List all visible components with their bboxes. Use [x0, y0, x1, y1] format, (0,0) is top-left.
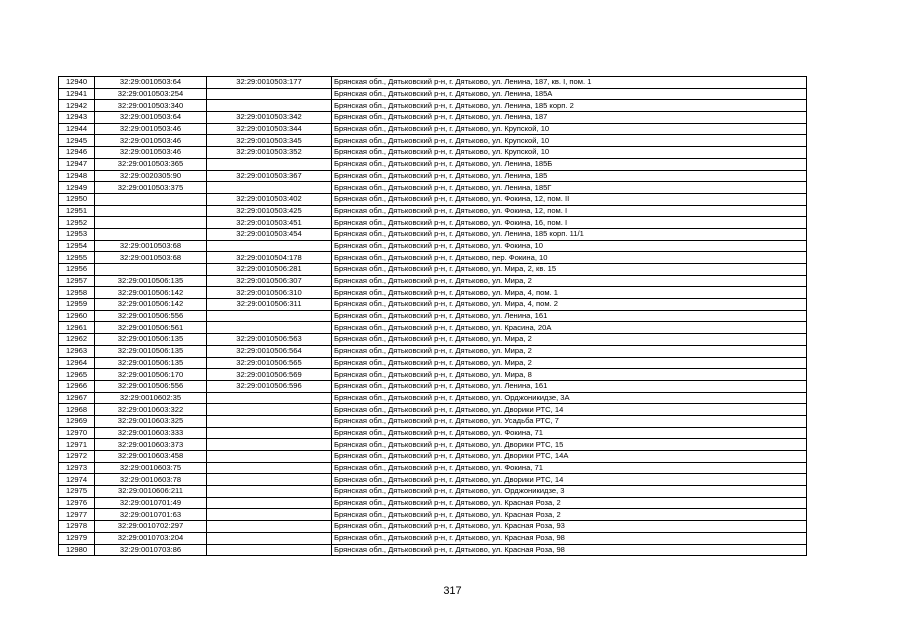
building-cadastral-cell: 32:29:0010503:352: [207, 147, 332, 159]
row-number-cell: 12968: [59, 404, 95, 416]
land-cadastral-cell: 32:29:0010603:333: [95, 427, 207, 439]
address-cell: Брянская обл., Дятьковский р-н, г. Дятьково, ул. Ленина, 185: [332, 170, 807, 182]
table-row: [59, 228, 807, 240]
table-row: [59, 369, 807, 381]
building-cadastral-cell: [207, 322, 332, 334]
row-number-cell: 12944: [59, 123, 95, 135]
row-number-cell: 12959: [59, 299, 95, 311]
land-cadastral-cell: 32:29:0010603:325: [95, 415, 207, 427]
row-number-cell: 12940: [59, 77, 95, 89]
row-number-cell: 12964: [59, 357, 95, 369]
land-cadastral-cell: 32:29:0010603:75: [95, 462, 207, 474]
land-cadastral-cell: 32:29:0010701:49: [95, 497, 207, 509]
row-number-cell: 12955: [59, 252, 95, 264]
table-row: [59, 486, 807, 498]
table-row: [59, 451, 807, 463]
address-cell: Брянская обл., Дятьковский р-н, г. Дятьково, ул. Мира, 2, кв. 15: [332, 264, 807, 276]
land-cadastral-cell: 32:29:0010703:204: [95, 532, 207, 544]
page-number: 317: [443, 585, 462, 597]
land-cadastral-cell: [95, 193, 207, 205]
address-cell: Брянская обл., Дятьковский р-н, г. Дятьково, ул. Красина, 20А: [332, 322, 807, 334]
address-cell: Брянская обл., Дятьковский р-н, г. Дятьково, ул. Орджоникидзе, 3: [332, 486, 807, 498]
land-cadastral-cell: 32:29:0010603:373: [95, 439, 207, 451]
table-row: [59, 439, 807, 451]
land-cadastral-cell: 32:29:0010606:211: [95, 486, 207, 498]
row-number-cell: 12971: [59, 439, 95, 451]
building-cadastral-cell: [207, 404, 332, 416]
row-number-cell: 12976: [59, 497, 95, 509]
table-row: [59, 88, 807, 100]
address-cell: Брянская обл., Дятьковский р-н, г. Дятьково, ул. Фокина, 71: [332, 462, 807, 474]
table-row: [59, 299, 807, 311]
table-row: [59, 170, 807, 182]
address-cell: Брянская обл., Дятьковский р-н, г. Дятьково, ул. Мира, 4, пом. 1: [332, 287, 807, 299]
table-row: [59, 112, 807, 124]
address-cell: Брянская обл., Дятьковский р-н, г. Дятьково, пер. Фокина, 10: [332, 252, 807, 264]
table-row: [59, 392, 807, 404]
address-cell: Брянская обл., Дятьковский р-н, г. Дятьково, ул. Ленина, 161: [332, 310, 807, 322]
row-number-cell: 12946: [59, 147, 95, 159]
building-cadastral-cell: [207, 100, 332, 112]
building-cadastral-cell: 32:29:0010506:596: [207, 380, 332, 392]
table-row: [59, 100, 807, 112]
table-row: [59, 322, 807, 334]
table-row: [59, 275, 807, 287]
land-cadastral-cell: 32:29:0010603:458: [95, 451, 207, 463]
address-cell: Брянская обл., Дятьковский р-н, г. Дятьково, ул. Красная Роза, 98: [332, 532, 807, 544]
building-cadastral-cell: 32:29:0010503:342: [207, 112, 332, 124]
land-cadastral-cell: 32:29:0010503:68: [95, 252, 207, 264]
table-row: [59, 240, 807, 252]
address-cell: Брянская обл., Дятьковский р-н, г. Дятьково, ул. Ленина, 185 корп. 11/1: [332, 228, 807, 240]
address-cell: Брянская обл., Дятьковский р-н, г. Дятьково, ул. Дворики РТС, 14А: [332, 451, 807, 463]
building-cadastral-cell: [207, 427, 332, 439]
building-cadastral-cell: [207, 509, 332, 521]
address-cell: Брянская обл., Дятьковский р-н, г. Дятьково, ул. Фокина, 12, пом. II: [332, 193, 807, 205]
address-cell: Брянская обл., Дятьковский р-н, г. Дятьково, ул. Крупской, 10: [332, 135, 807, 147]
row-number-cell: 12966: [59, 380, 95, 392]
land-cadastral-cell: 32:29:0010506:135: [95, 357, 207, 369]
building-cadastral-cell: [207, 158, 332, 170]
table-row: [59, 544, 807, 556]
building-cadastral-cell: 32:29:0010506:310: [207, 287, 332, 299]
building-cadastral-cell: [207, 182, 332, 194]
address-cell: Брянская обл., Дятьковский р-н, г. Дятьково, ул. Ленина, 161: [332, 380, 807, 392]
table-row: [59, 193, 807, 205]
building-cadastral-cell: [207, 240, 332, 252]
table-row: [59, 415, 807, 427]
row-number-cell: 12980: [59, 544, 95, 556]
row-number-cell: 12961: [59, 322, 95, 334]
row-number-cell: 12960: [59, 310, 95, 322]
building-cadastral-cell: 32:29:0010506:281: [207, 264, 332, 276]
row-number-cell: 12973: [59, 462, 95, 474]
row-number-cell: 12943: [59, 112, 95, 124]
land-cadastral-cell: 32:29:0010503:365: [95, 158, 207, 170]
address-cell: Брянская обл., Дятьковский р-н, г. Дятьково, ул. Мира, 2: [332, 345, 807, 357]
building-cadastral-cell: [207, 88, 332, 100]
land-cadastral-cell: 32:29:0010503:64: [95, 112, 207, 124]
row-number-cell: 12941: [59, 88, 95, 100]
address-cell: Брянская обл., Дятьковский р-н, г. Дятьково, ул. Фокина, 71: [332, 427, 807, 439]
table-row: [59, 427, 807, 439]
row-number-cell: 12979: [59, 532, 95, 544]
building-cadastral-cell: [207, 497, 332, 509]
table-row: [59, 147, 807, 159]
building-cadastral-cell: 32:29:0010503:402: [207, 193, 332, 205]
address-cell: Брянская обл., Дятьковский р-н, г. Дятьково, ул. Красная Роза, 93: [332, 521, 807, 533]
building-cadastral-cell: 32:29:0010506:565: [207, 357, 332, 369]
address-cell: Брянская обл., Дятьковский р-н, г. Дятьково, ул. Крупской, 10: [332, 123, 807, 135]
row-number-cell: 12957: [59, 275, 95, 287]
building-cadastral-cell: 32:29:0010506:563: [207, 334, 332, 346]
table-row: [59, 158, 807, 170]
land-cadastral-cell: 32:29:0010506:142: [95, 299, 207, 311]
table-row: [59, 217, 807, 229]
building-cadastral-cell: 32:29:0010503:367: [207, 170, 332, 182]
address-cell: Брянская обл., Дятьковский р-н, г. Дятьково, ул. Дворики РТС, 14: [332, 404, 807, 416]
row-number-cell: 12956: [59, 264, 95, 276]
table-row: [59, 462, 807, 474]
building-cadastral-cell: [207, 486, 332, 498]
land-cadastral-cell: 32:29:0010703:86: [95, 544, 207, 556]
row-number-cell: 12945: [59, 135, 95, 147]
building-cadastral-cell: [207, 439, 332, 451]
building-cadastral-cell: 32:29:0010503:177: [207, 77, 332, 89]
row-number-cell: 12942: [59, 100, 95, 112]
row-number-cell: 12952: [59, 217, 95, 229]
address-cell: Брянская обл., Дятьковский р-н, г. Дятьково, ул. Ленина, 185А: [332, 88, 807, 100]
table-row: [59, 357, 807, 369]
address-cell: Брянская обл., Дятьковский р-н, г. Дятьково, ул. Мира, 4, пом. 2: [332, 299, 807, 311]
land-cadastral-cell: [95, 264, 207, 276]
table-row: [59, 509, 807, 521]
table-row: [59, 123, 807, 135]
building-cadastral-cell: 32:29:0010503:345: [207, 135, 332, 147]
address-cell: Брянская обл., Дятьковский р-н, г. Дятьково, ул. Мира, 2: [332, 275, 807, 287]
land-cadastral-cell: 32:29:0010701:63: [95, 509, 207, 521]
building-cadastral-cell: 32:29:0010503:451: [207, 217, 332, 229]
table-row: [59, 404, 807, 416]
land-cadastral-cell: 32:29:0010506:135: [95, 275, 207, 287]
land-cadastral-cell: 32:29:0010603:322: [95, 404, 207, 416]
table-row: [59, 182, 807, 194]
land-cadastral-cell: 32:29:0010503:68: [95, 240, 207, 252]
address-cell: Брянская обл., Дятьковский р-н, г. Дятьково, ул. Усадьба РТС, 7: [332, 415, 807, 427]
address-cell: Брянская обл., Дятьковский р-н, г. Дятьково, ул. Фокина, 16, пом. I: [332, 217, 807, 229]
table-row: [59, 521, 807, 533]
building-cadastral-cell: 32:29:0010506:307: [207, 275, 332, 287]
land-cadastral-cell: 32:29:0010506:556: [95, 310, 207, 322]
building-cadastral-cell: [207, 392, 332, 404]
row-number-cell: 12975: [59, 486, 95, 498]
land-cadastral-cell: 32:29:0010506:142: [95, 287, 207, 299]
land-cadastral-cell: 32:29:0020305:90: [95, 170, 207, 182]
row-number-cell: 12953: [59, 228, 95, 240]
table-row: [59, 264, 807, 276]
address-cell: Брянская обл., Дятьковский р-н, г. Дятьково, ул. Ленина, 185Г: [332, 182, 807, 194]
table-row: [59, 135, 807, 147]
building-cadastral-cell: [207, 532, 332, 544]
table-row: [59, 532, 807, 544]
table-row: [59, 380, 807, 392]
row-number-cell: 12948: [59, 170, 95, 182]
row-number-cell: 12963: [59, 345, 95, 357]
address-cell: Брянская обл., Дятьковский р-н, г. Дятьково, ул. Ленина, 185 корп. 2: [332, 100, 807, 112]
land-cadastral-cell: 32:29:0010503:46: [95, 147, 207, 159]
registry-table-body: [59, 77, 807, 556]
land-cadastral-cell: 32:29:0010503:46: [95, 135, 207, 147]
table-row: [59, 252, 807, 264]
building-cadastral-cell: [207, 451, 332, 463]
table-row: [59, 205, 807, 217]
address-cell: Брянская обл., Дятьковский р-н, г. Дятьково, ул. Фокина, 12, пом. I: [332, 205, 807, 217]
land-cadastral-cell: [95, 228, 207, 240]
address-cell: Брянская обл., Дятьковский р-н, г. Дятьково, ул. Красная Роза, 2: [332, 497, 807, 509]
address-cell: Брянская обл., Дятьковский р-н, г. Дятьково, ул. Дворики РТС, 15: [332, 439, 807, 451]
address-cell: Брянская обл., Дятьковский р-н, г. Дятьково, ул. Крупской, 10: [332, 147, 807, 159]
table-row: [59, 334, 807, 346]
land-cadastral-cell: 32:29:0010506:135: [95, 334, 207, 346]
building-cadastral-cell: 32:29:0010506:311: [207, 299, 332, 311]
building-cadastral-cell: [207, 544, 332, 556]
row-number-cell: 12972: [59, 451, 95, 463]
address-cell: Брянская обл., Дятьковский р-н, г. Дятьково, ул. Мира, 2: [332, 334, 807, 346]
address-cell: Брянская обл., Дятьковский р-н, г. Дятьково, ул. Красная Роза, 98: [332, 544, 807, 556]
building-cadastral-cell: [207, 415, 332, 427]
building-cadastral-cell: 32:29:0010506:569: [207, 369, 332, 381]
table-row: [59, 310, 807, 322]
row-number-cell: 12967: [59, 392, 95, 404]
land-cadastral-cell: 32:29:0010506:135: [95, 345, 207, 357]
land-cadastral-cell: 32:29:0010503:46: [95, 123, 207, 135]
address-cell: Брянская обл., Дятьковский р-н, г. Дятьково, ул. Фокина, 10: [332, 240, 807, 252]
building-cadastral-cell: 32:29:0010503:425: [207, 205, 332, 217]
row-number-cell: 12969: [59, 415, 95, 427]
land-cadastral-cell: 32:29:0010602:35: [95, 392, 207, 404]
land-cadastral-cell: 32:29:0010506:561: [95, 322, 207, 334]
land-cadastral-cell: 32:29:0010603:78: [95, 474, 207, 486]
building-cadastral-cell: [207, 474, 332, 486]
address-cell: Брянская обл., Дятьковский р-н, г. Дятьково, ул. Ленина, 185Б: [332, 158, 807, 170]
table-row: [59, 474, 807, 486]
building-cadastral-cell: 32:29:0010503:344: [207, 123, 332, 135]
row-number-cell: 12962: [59, 334, 95, 346]
land-cadastral-cell: 32:29:0010506:170: [95, 369, 207, 381]
address-cell: Брянская обл., Дятьковский р-н, г. Дятьково, ул. Красная Роза, 2: [332, 509, 807, 521]
row-number-cell: 12949: [59, 182, 95, 194]
row-number-cell: 12974: [59, 474, 95, 486]
building-cadastral-cell: [207, 521, 332, 533]
address-cell: Брянская обл., Дятьковский р-н, г. Дятьково, ул. Дворики РТС, 14: [332, 474, 807, 486]
address-cell: Брянская обл., Дятьковский р-н, г. Дятьково, ул. Ленина, 187, кв. I, пом. 1: [332, 77, 807, 89]
address-cell: Брянская обл., Дятьковский р-н, г. Дятьково, ул. Орджоникидзе, 3А: [332, 392, 807, 404]
table-row: [59, 497, 807, 509]
land-cadastral-cell: 32:29:0010503:375: [95, 182, 207, 194]
row-number-cell: 12970: [59, 427, 95, 439]
table-row: [59, 77, 807, 89]
address-cell: Брянская обл., Дятьковский р-н, г. Дятьково, ул. Мира, 2: [332, 357, 807, 369]
table-row: [59, 287, 807, 299]
land-cadastral-cell: 32:29:0010503:254: [95, 88, 207, 100]
row-number-cell: 12978: [59, 521, 95, 533]
registry-table: [58, 76, 807, 556]
row-number-cell: 12947: [59, 158, 95, 170]
row-number-cell: 12951: [59, 205, 95, 217]
table-row: [59, 345, 807, 357]
row-number-cell: 12958: [59, 287, 95, 299]
building-cadastral-cell: 32:29:0010504:178: [207, 252, 332, 264]
row-number-cell: 12954: [59, 240, 95, 252]
row-number-cell: 12950: [59, 193, 95, 205]
row-number-cell: 12965: [59, 369, 95, 381]
building-cadastral-cell: [207, 462, 332, 474]
building-cadastral-cell: [207, 310, 332, 322]
row-number-cell: 12977: [59, 509, 95, 521]
address-cell: Брянская обл., Дятьковский р-н, г. Дятьково, ул. Ленина, 187: [332, 112, 807, 124]
land-cadastral-cell: 32:29:0010503:64: [95, 77, 207, 89]
land-cadastral-cell: 32:29:0010506:556: [95, 380, 207, 392]
land-cadastral-cell: 32:29:0010702:297: [95, 521, 207, 533]
building-cadastral-cell: 32:29:0010506:564: [207, 345, 332, 357]
address-cell: Брянская обл., Дятьковский р-н, г. Дятьково, ул. Мира, 8: [332, 369, 807, 381]
land-cadastral-cell: 32:29:0010503:340: [95, 100, 207, 112]
building-cadastral-cell: 32:29:0010503:454: [207, 228, 332, 240]
land-cadastral-cell: [95, 205, 207, 217]
land-cadastral-cell: [95, 217, 207, 229]
